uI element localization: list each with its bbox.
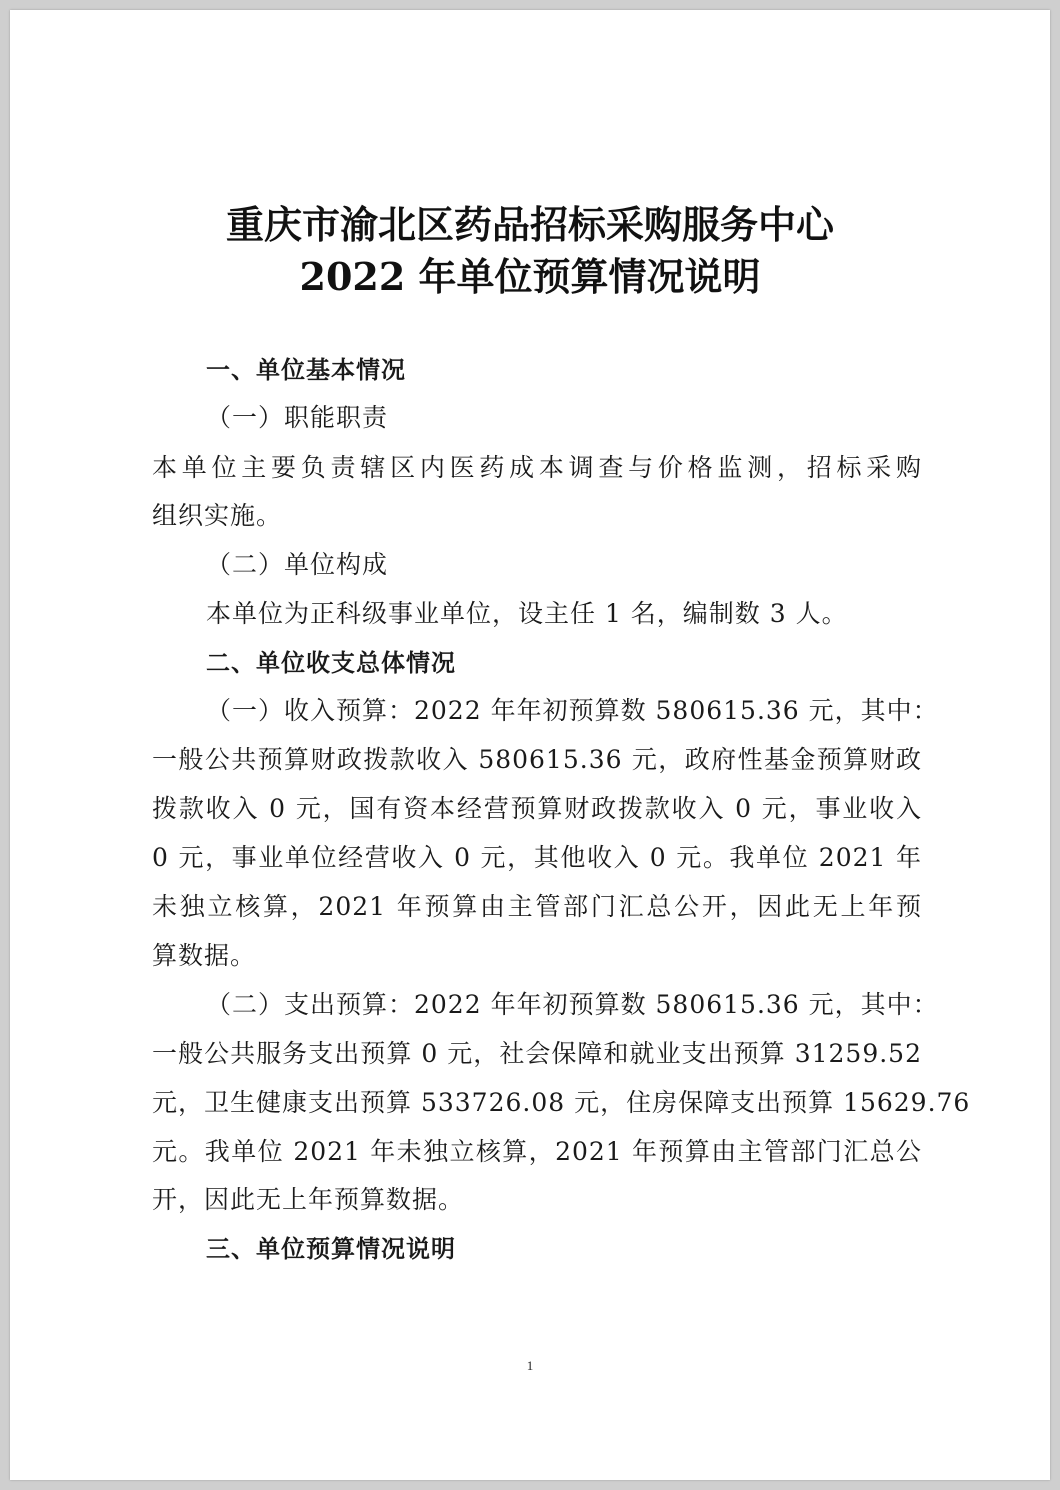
paragraph-line: 组织实施。 bbox=[152, 501, 283, 530]
subsection-heading: （一）职能职责 bbox=[206, 403, 389, 432]
document-page bbox=[10, 10, 1050, 1480]
paragraph-line: 一般公共服务支出预算 0 元，社会保障和就业支出预算 31259.52 bbox=[152, 1039, 922, 1068]
section-heading-3: 三、单位预算情况说明 bbox=[206, 1235, 456, 1263]
paragraph-line: 未独立核算，2021 年预算由主管部门汇总公开，因此无上年预 bbox=[152, 892, 922, 921]
paragraph-line: 元，卫生健康支出预算 533726.08 元，住房保障支出预算 15629.76 bbox=[152, 1088, 971, 1117]
paragraph-line: 拨款收入 0 元，国有资本经营预算财政拨款收入 0 元，事业收入 bbox=[152, 794, 922, 823]
paragraph-line: （二）支出预算：2022 年年初预算数 580615.36 元，其中： bbox=[206, 990, 939, 1019]
paragraph-line: 元。我单位 2021 年未独立核算，2021 年预算由主管部门汇总公 bbox=[152, 1137, 922, 1166]
paragraph-line: 0 元，事业单位经营收入 0 元，其他收入 0 元。我单位 2021 年 bbox=[152, 843, 922, 872]
section-heading-1: 一、单位基本情况 bbox=[206, 356, 406, 384]
document-title-line-2: 2022 年单位预算情况说明 bbox=[299, 254, 761, 299]
section-heading-2: 二、单位收支总体情况 bbox=[206, 649, 456, 677]
subsection-heading: （二）单位构成 bbox=[206, 550, 389, 579]
paragraph-line: 开，因此无上年预算数据。 bbox=[152, 1185, 465, 1214]
paragraph-line: （一）收入预算：2022 年年初预算数 580615.36 元，其中： bbox=[206, 696, 939, 725]
paragraph-line: 本单位主要负责辖区内医药成本调查与价格监测，招标采购 bbox=[152, 453, 922, 482]
paragraph-line: 一般公共预算财政拨款收入 580615.36 元，政府性基金预算财政 bbox=[152, 745, 922, 774]
paragraph-line: 本单位为正科级事业单位，设主任 1 名，编制数 3 人。 bbox=[206, 599, 848, 628]
page-number: 1 bbox=[526, 1358, 534, 1373]
paragraph-line: 算数据。 bbox=[152, 941, 257, 970]
document-title-line-1: 重庆市渝北区药品招标采购服务中心 bbox=[225, 202, 834, 247]
